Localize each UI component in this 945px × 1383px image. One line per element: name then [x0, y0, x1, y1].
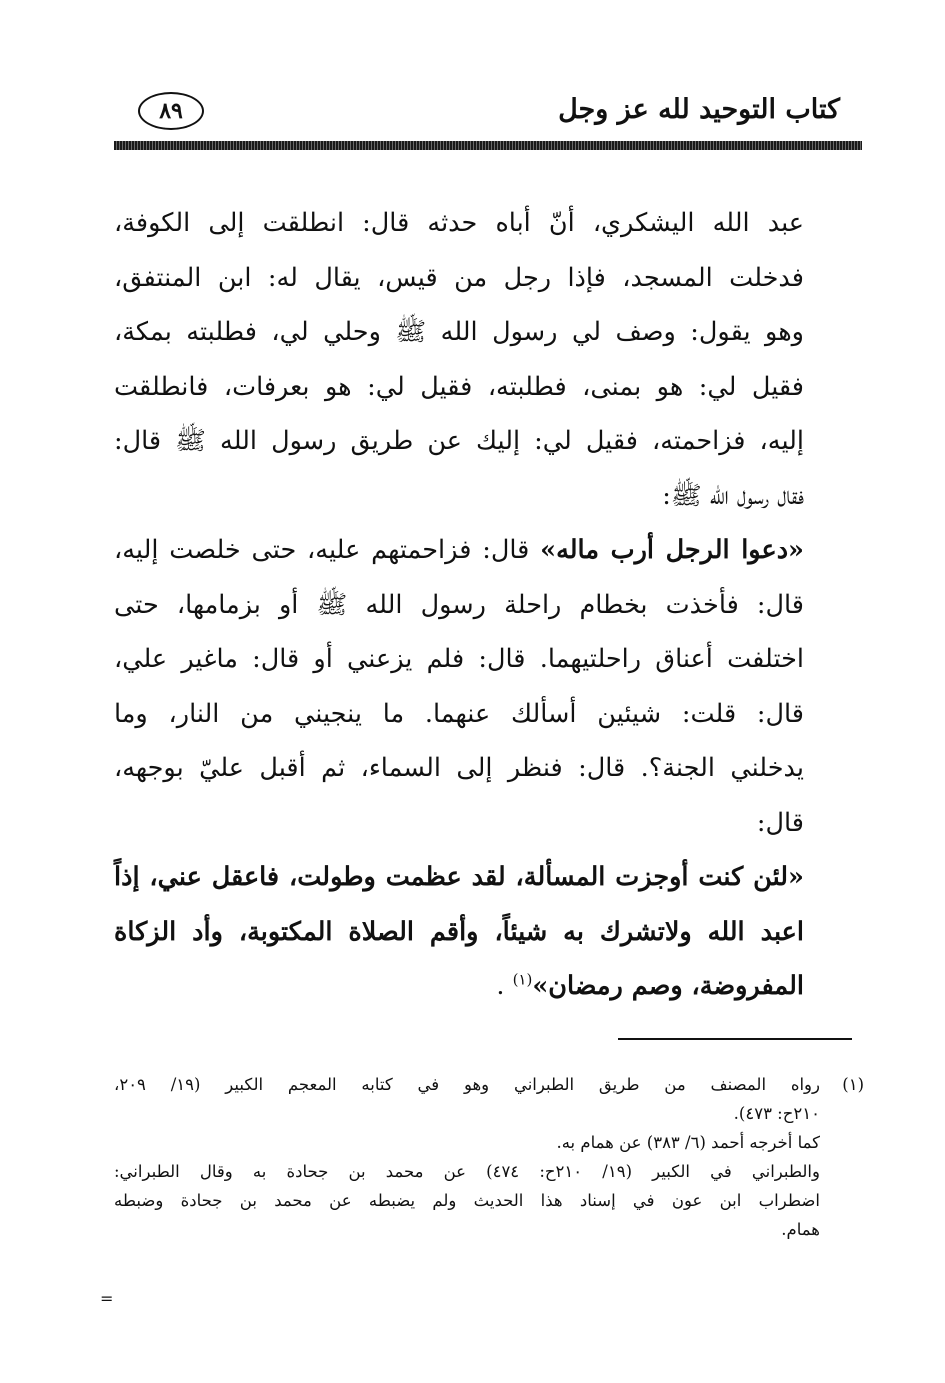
hadith-quote-line	[114, 959, 804, 1014]
footnote-line: اضطراب ابن عون في إسناد هذا الحديث ولم يضبطه عن محمد بن جحادة وضبطه	[114, 1191, 820, 1210]
footnote-line: والطبراني في الكبير (١٩/ ٢١٠ح: ٤٧٤) عن محمد بن جحادة به وقال الطبراني:	[114, 1162, 820, 1181]
text-line: قال:	[756, 807, 804, 838]
text-line: عبد الله اليشكري، أنّ أباه حدثه قال: انطلقت إلى الكوفة،	[114, 208, 804, 238]
footnote-marker: (١)	[842, 1075, 864, 1094]
footnote-separator	[618, 1038, 852, 1040]
hadith-quote-line: «لئن كنت أوجزت المسألة، لقد عظمت وطولت، فاعقل عني، إذاً	[114, 862, 804, 892]
footnotes	[114, 1070, 864, 1244]
text-line: وهو يقول: وصف لي رسول الله ﷺ وحلي لي، فطلبته بمكة،	[114, 317, 804, 347]
footnote-line: همام.	[781, 1220, 820, 1239]
text-line: إليه، فزاحمته، فقيل لي: إليك عن طريق رسول الله ﷺ قال:	[114, 426, 804, 456]
margin-mark: =	[100, 1289, 114, 1308]
book-title: كتاب التوحيد لله عز وجل	[558, 94, 840, 125]
hadith-quote-line: اعبد الله ولاتشرك به شيئاً، وأقم الصلاة المكتوبة، وأد الزكاة	[114, 916, 804, 947]
header-rule	[114, 141, 862, 150]
text-line: قال: قلت: شيئين أسألك عنهما. ما ينجيني من النار، وما	[114, 698, 804, 729]
footnote-line: كما أخرجه أحمد (٦/ ٣٨٣) عن همام به.	[556, 1133, 820, 1152]
hadith-quote-line	[114, 523, 804, 578]
footnote-text: رواه المصنف من طريق الطبراني وهو في كتابه المعجم الكبير (١٩/ ٢٠٩،	[114, 1075, 820, 1094]
text-line: فدخلت المسجد، فإذا رجل من قيس، يقال له: ابن المنتفق،	[114, 262, 804, 293]
text-segment: قال: فزاحمتهم عليه، حتى خلصت إليه،	[114, 535, 541, 565]
text-line: فقال رسول الله ﷺ:	[662, 480, 804, 511]
body-text	[114, 196, 804, 1014]
footnote-line: ٢١٠ح: ٤٧٣).	[733, 1104, 820, 1123]
text-segment: .	[496, 971, 513, 1001]
text-line: يدخلني الجنة؟. قال: فنظر إلى السماء، ثم أقبل عليّ بوجهه،	[114, 753, 804, 783]
footnote-line	[114, 1070, 864, 1099]
text-line: فقيل لي: هو بمنى، فطلبته، فقيل لي: هو بعرفات، فانطلقت	[114, 371, 804, 402]
footnote-reference[interactable]: (١)	[512, 970, 533, 989]
page-number: ٨٩	[138, 92, 204, 130]
hadith-quote-end: المفروضة، وصم رمضان»	[532, 971, 804, 1001]
text-line: اختلفت أعناق راحلتيهما. قال: فلم يزعني أو قال: ماغير علي،	[114, 644, 804, 674]
hadith-quote: «دعوا الرجل أرب ماله»	[540, 535, 804, 565]
text-line: قال: فأخذت بخطام راحلة رسول الله ﷺ أو بزمامها، حتى	[114, 589, 804, 620]
